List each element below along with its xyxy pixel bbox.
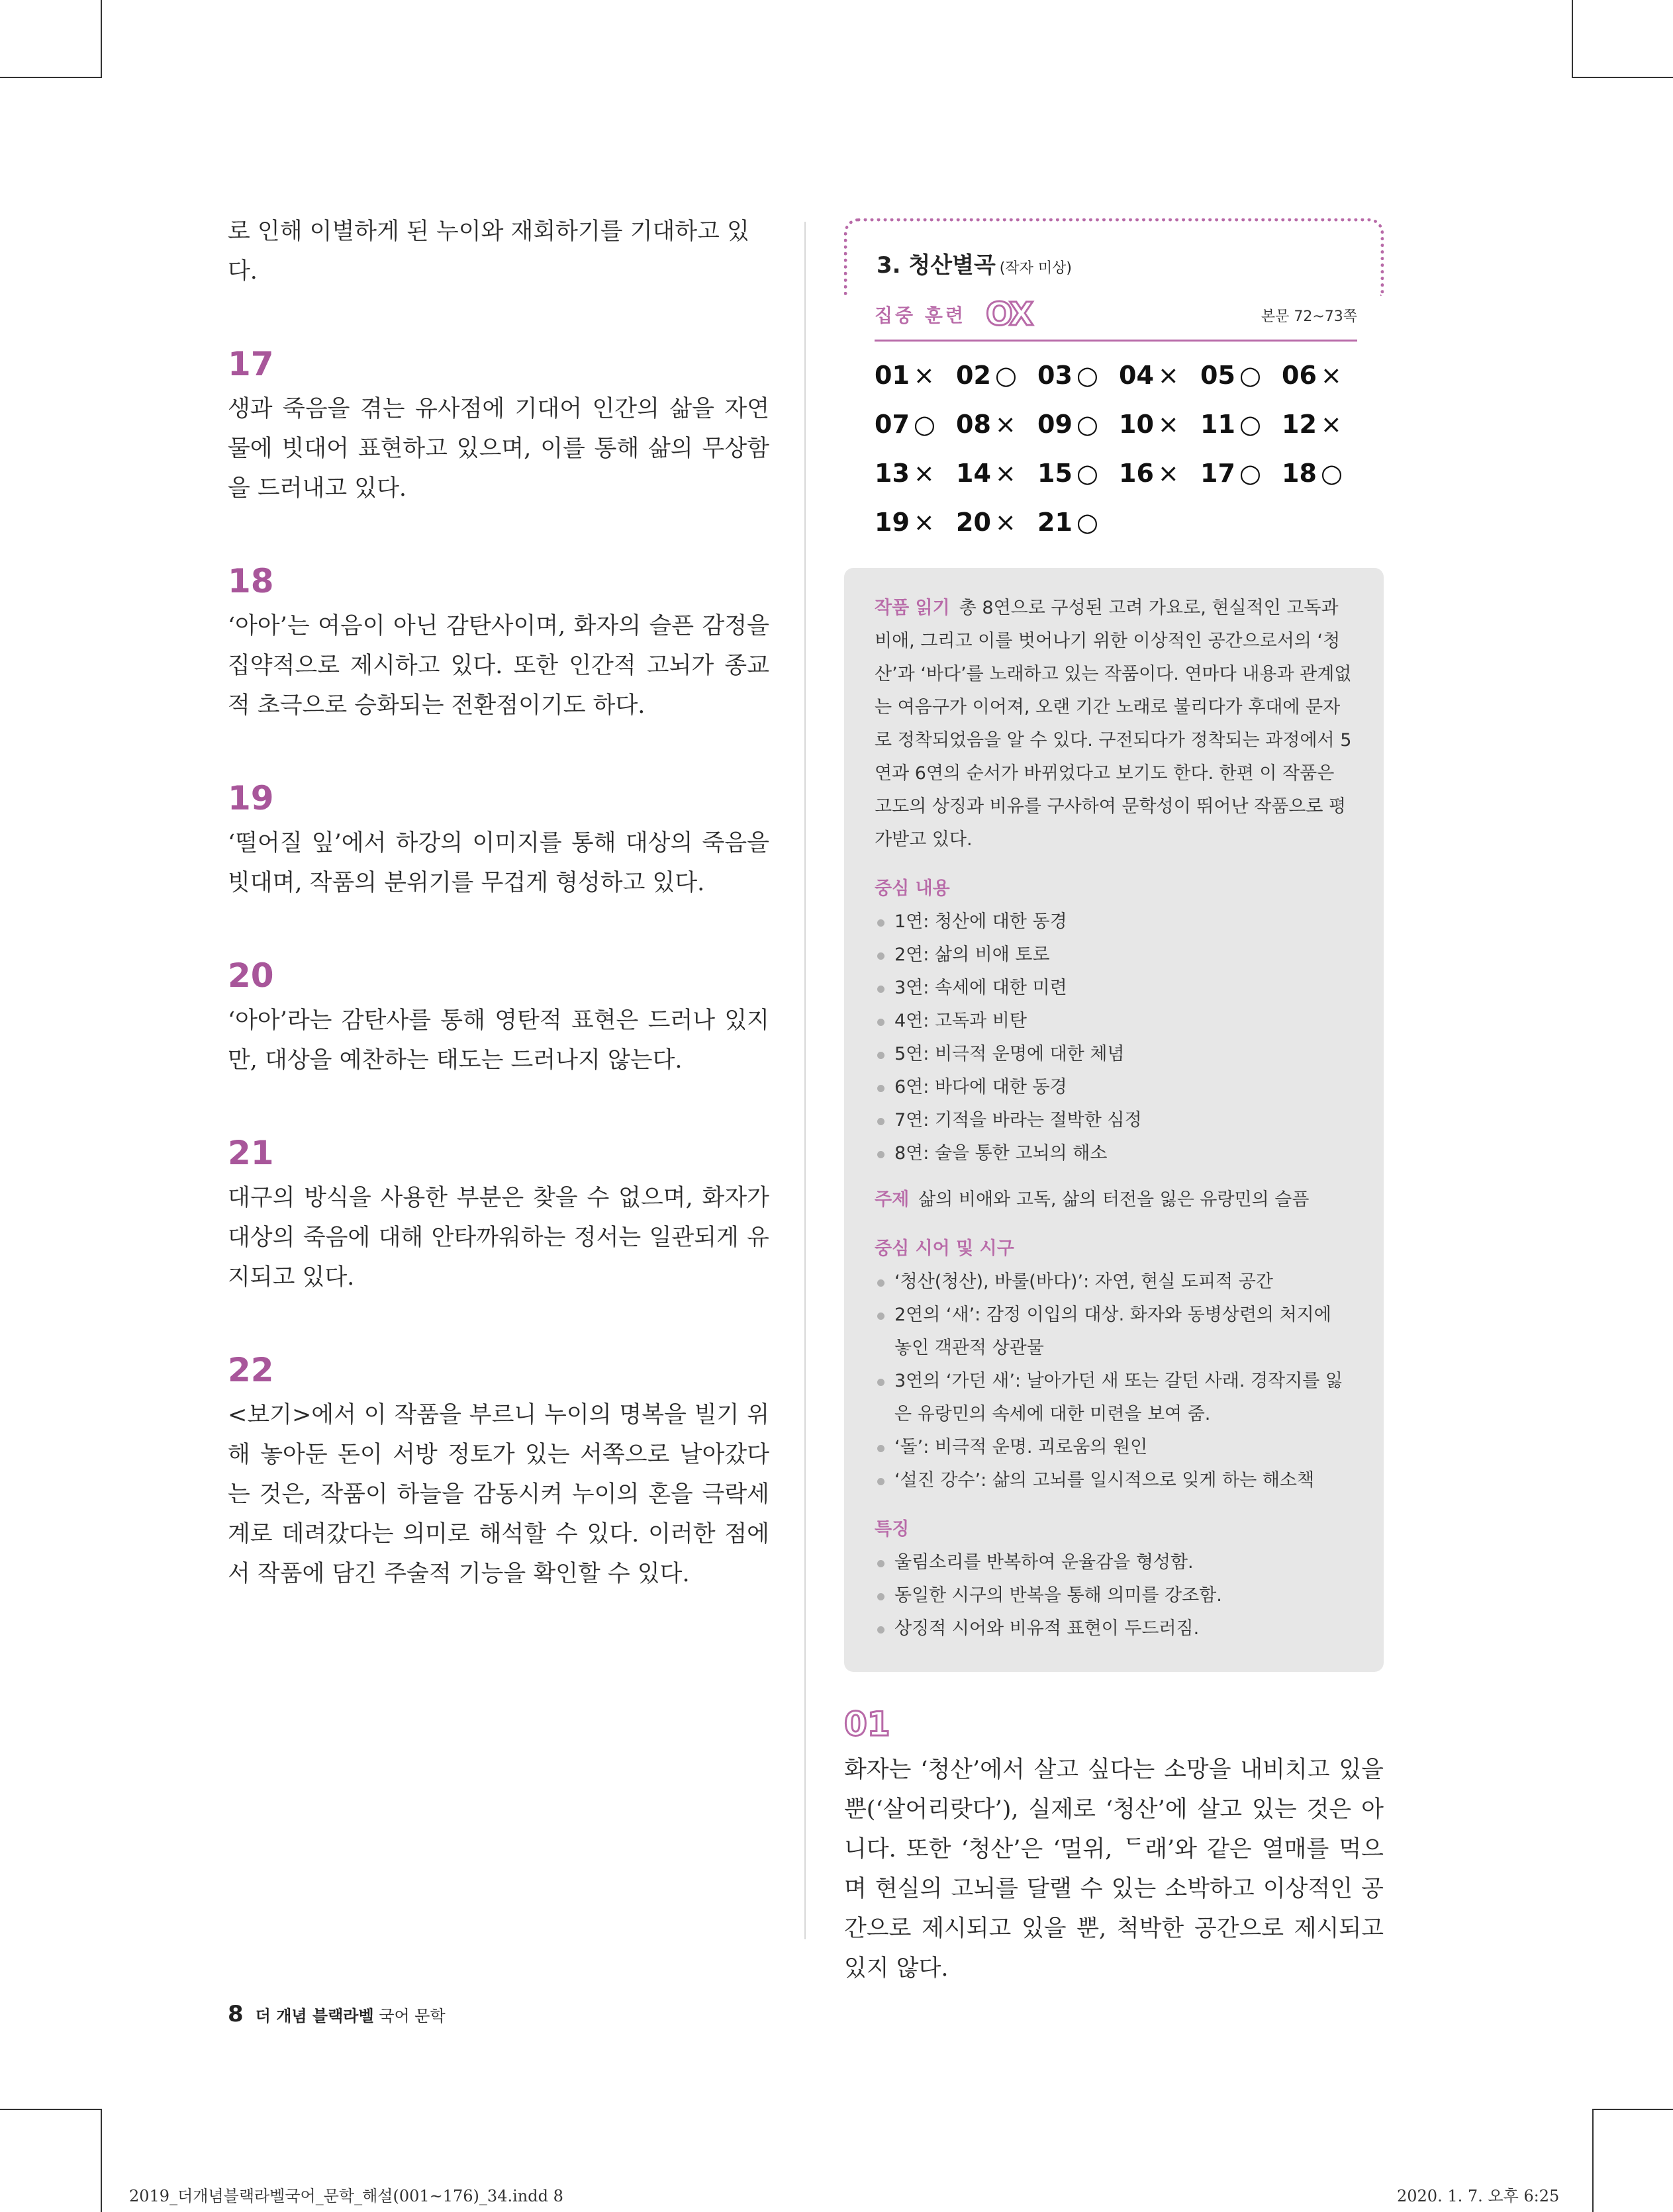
question-number: 21 [228,1134,274,1172]
answer-item-number: 17 [1200,459,1235,488]
answer-item-mark: × [994,410,1016,439]
answer-item-mark: ○ [1320,459,1343,488]
question-explanation: 생과 죽음을 겪는 유사점에 기대어 인간의 삶을 자연물에 빗대어 표현하고 있으며, 이를 통해 삶의 무상함을 드러내고 있다. [228,396,769,502]
ox-answer-grid [875,356,1357,541]
answer-item-number: 04 [1119,361,1154,390]
answer-item-mark: × [913,361,935,390]
content-heading: 중심 내용 [875,878,950,899]
question-number: 18 [228,562,274,600]
answer-item-number: 14 [956,459,991,488]
ox-answer-item [875,405,956,443]
ox-answer-item [1282,405,1363,443]
theme-paragraph [875,1183,1353,1217]
answer-item-mark: × [1157,459,1179,488]
ox-logo-icon: OX [986,296,1031,333]
answer-explanation: 화자는 ‘청산’에서 살고 싶다는 소망을 내비치고 있을 뿐(‘살어리랏다’), 실제로 ‘청산’에 살고 있는 것은 아니다. 또한 ‘청산’은 ‘멀위, ᄃ래’와 같은 열매를 먹으며 현실의 고뇌를 달랠 수 있는 소박하고 이상적인 공간으로 제시되고 있을 뿐, 척박한 공간으로 제시되고 있지 않다. [844,1757,1384,1982]
answer-item-number: 06 [1282,361,1317,390]
ox-answer-item [875,454,956,492]
list-item: ‘청산(청산), 바룰(바다)’: 자연, 현실 도피적 공간 [875,1266,1353,1299]
answer-item-mark: × [1320,410,1342,439]
page-number: 8 [228,2001,244,2027]
reading-paragraph [875,592,1353,856]
column-divider [804,222,806,1939]
list-item: 동일한 시구의 반복을 통해 의미를 강조함. [875,1579,1353,1612]
answer-item-mark: × [994,459,1016,488]
question-block [228,1352,769,1594]
poem-heading: 중심 시어 및 시구 [875,1238,1014,1259]
answer-item-mark: ○ [1076,410,1099,439]
crop-mark [1572,77,1673,78]
section-title [877,247,1072,279]
answer-item-mark: × [1157,410,1179,439]
answer-item-mark: × [1157,361,1179,390]
question-explanation: <보기>에서 이 작품을 부르니 누이의 명복을 빌기 위해 놓아둔 돈이 서방 정토가 있는 서쪽으로 날아갔다는 것은, 작품이 하늘을 감동시켜 누이의 혼을 극락세계로 데려갔다는 의미로 해석할 수 있다. 이러한 점에서 작품에 담긴 주술적 기능을 확인할 수 있다. [228,1402,769,1587]
ox-answer-item [1037,405,1119,443]
answer-item-number: 16 [1119,459,1154,488]
training-label: 집중 훈련 [875,304,966,326]
question-number: 22 [228,1351,274,1389]
content-list [875,905,1353,1170]
answer-item-mark: ○ [1239,459,1262,488]
crop-mark [1592,2109,1673,2110]
list-item: 4연: 고독과 비탄 [875,1005,1353,1038]
answer-item-number: 09 [1037,410,1073,439]
answer-item-mark: ○ [1239,410,1262,439]
answer-item-mark: × [913,459,935,488]
question-block [228,957,769,1080]
ox-answer-item [1119,356,1200,394]
answer-item-mark: ○ [1239,361,1262,390]
ox-answer-item [956,503,1037,541]
crop-mark [1572,0,1573,78]
list-item: 3연: 속세에 대한 미련 [875,972,1353,1005]
feature-heading: 특징 [875,1519,910,1540]
question-block [228,1134,769,1297]
ox-answer-item [1037,454,1119,492]
crop-mark [101,2109,102,2212]
answer-item-number: 11 [1200,410,1235,439]
question-block [228,780,769,903]
subject-name: 국어 문학 [379,2007,446,2025]
page-footer [228,2001,446,2027]
crop-mark [0,2109,102,2110]
theme-text: 삶의 비애와 고독, 삶의 터전을 잃은 유랑민의 슬픔 [918,1189,1310,1210]
answer-item-mark: ○ [1076,508,1099,537]
crop-mark [0,77,102,78]
theme-label: 주제 [875,1189,910,1210]
ox-answer-item [1282,356,1363,394]
list-item: 5연: 비극적 운명에 대한 체념 [875,1038,1353,1071]
answer-item-number: 07 [875,410,910,439]
ox-answer-item [956,405,1037,443]
answer-item-number: 13 [875,459,910,488]
answer-item-mark: ○ [1076,361,1099,390]
answer-item-number: 01 [875,361,910,390]
work-title: 3. 청산별곡 [877,252,996,279]
answer-item-mark: ○ [1076,459,1099,488]
left-column [228,212,769,1594]
answer-item-number: 15 [1037,459,1073,488]
question-explanation: ‘떨어질 잎’에서 하강의 이미지를 통해 대상의 죽음을 빗대며, 작품의 분위기를 무겁게 형성하고 있다. [228,830,769,896]
ox-answer-item [875,503,956,541]
list-item: 6연: 바다에 대한 동경 [875,1071,1353,1104]
list-item: 8연: 술을 통한 고뇌의 해소 [875,1137,1353,1170]
question-block [228,346,769,508]
answer-explanation-block [844,1705,1384,1988]
question-number: 19 [228,779,274,817]
answer-item-number: 02 [956,361,991,390]
list-item: 상징적 시어와 비유적 표현이 두드러짐. [875,1612,1353,1645]
right-column [844,218,1384,1988]
page-reference: 본문 72~73쪽 [1261,308,1357,325]
answer-item-mark: × [1320,361,1342,390]
answer-number: 01 [844,1705,890,1743]
list-item: 2연의 ‘새’: 감정 이입의 대상. 화자와 동병상련의 처지에 놓인 객관적 상관물 [875,1299,1353,1365]
answer-item-number: 05 [1200,361,1235,390]
ox-answer-item [875,356,956,394]
intro-text: 로 인해 이별하게 된 누이와 재회하기를 기대하고 있다. [228,218,749,285]
list-item: ‘돌’: 비극적 운명. 괴로움의 원인 [875,1431,1353,1464]
answer-item-number: 10 [1119,410,1154,439]
reading-text: 총 8연으로 구성된 고려 가요로, 현실적인 고독과 비애, 그리고 이를 벗어나기 위한 이상적인 공간으로서의 ‘청산’과 ‘바다’를 노래하고 있는 작품이다. 연마다 내용과 관계없는 여음구가 이어져, 오랜 기간 노래로 불리다가 후대에 문자로 정착되었음을 알 수 있다. 구전되다가 정착되는 과정에서 5연과 6연의 순서가 바뀌었다고 보기도 한다. 한편 이 작품은 고도의 상징과 비유를 구사하여 문학성이 뛰어난 작품으로 평가받고 있다. [875,598,1352,850]
ox-answer-item [1037,503,1119,541]
answer-item-number: 20 [956,508,991,537]
training-header [875,296,1357,342]
list-item: 울림소리를 반복하여 운율감을 형성함. [875,1546,1353,1579]
ox-answer-item [1282,454,1363,492]
answer-item-number: 12 [1282,410,1317,439]
answer-item-number: 18 [1282,459,1317,488]
answer-item-number: 21 [1037,508,1073,537]
answer-item-mark: × [913,508,935,537]
answer-item-number: 19 [875,508,910,537]
question-explanation: 대구의 방식을 사용한 부분은 찾을 수 없으며, 화자가 대상의 죽음에 대해 안타까워하는 정서는 일관되게 유지되고 있다. [228,1185,769,1291]
question-explanation: ‘아아’라는 감탄사를 통해 영탄적 표현은 드러나 있지만, 대상을 예찬하는 태도는 드러나지 않는다. [228,1007,769,1074]
list-item: 1연: 청산에 대한 동경 [875,905,1353,939]
ox-answer-item [1200,454,1282,492]
book-title: 더 개념 블랙라벨 [255,2007,374,2025]
ox-answer-item [1119,405,1200,443]
section-title-box [844,218,1384,296]
crop-mark [1592,2109,1594,2212]
ox-answer-item [1200,405,1282,443]
ox-answer-item [956,356,1037,394]
question-block [228,563,769,725]
ox-answer-item [1037,356,1119,394]
list-item: 7연: 기적을 바라는 절박한 심정 [875,1104,1353,1137]
ox-answer-item [956,454,1037,492]
list-item: 2연: 삶의 비애 토로 [875,939,1353,972]
answer-item-mark: × [994,508,1016,537]
answer-item-number: 08 [956,410,991,439]
list-item: ‘설진 강수’: 삶의 고뇌를 일시적으로 잊게 하는 해소책 [875,1464,1353,1497]
feature-list [875,1546,1353,1645]
work-summary-box [844,568,1384,1672]
question-explanation: ‘아아’는 여음이 아닌 감탄사이며, 화자의 슬픈 감정을 집약적으로 제시하고 있다. 또한 인간적 고뇌가 종교적 초극으로 승화되는 전환점이기도 하다. [228,613,769,719]
reading-label: 작품 읽기 [875,598,950,618]
ox-answer-item [1200,356,1282,394]
list-item: 3연의 ‘가던 새’: 날아가던 새 또는 갈던 사래. 경작지를 잃은 유랑민의 속세에 대한 미련을 보여 줌. [875,1365,1353,1431]
print-slug-file: 2019_더개념블랙라벨국어_문학_해설(001~176)_34.indd 8 [129,2187,563,2205]
question-number: 20 [228,956,274,995]
question-number: 17 [228,345,274,383]
answer-item-number: 03 [1037,361,1073,390]
work-author: (작자 미상) [999,260,1072,277]
ox-answer-item [1119,454,1200,492]
answer-item-mark: ○ [994,361,1018,390]
answer-item-mark: ○ [913,410,936,439]
crop-mark [101,0,102,78]
poem-list [875,1266,1353,1497]
print-slug-datetime: 2020. 1. 7. 오후 6:25 [1397,2187,1560,2205]
